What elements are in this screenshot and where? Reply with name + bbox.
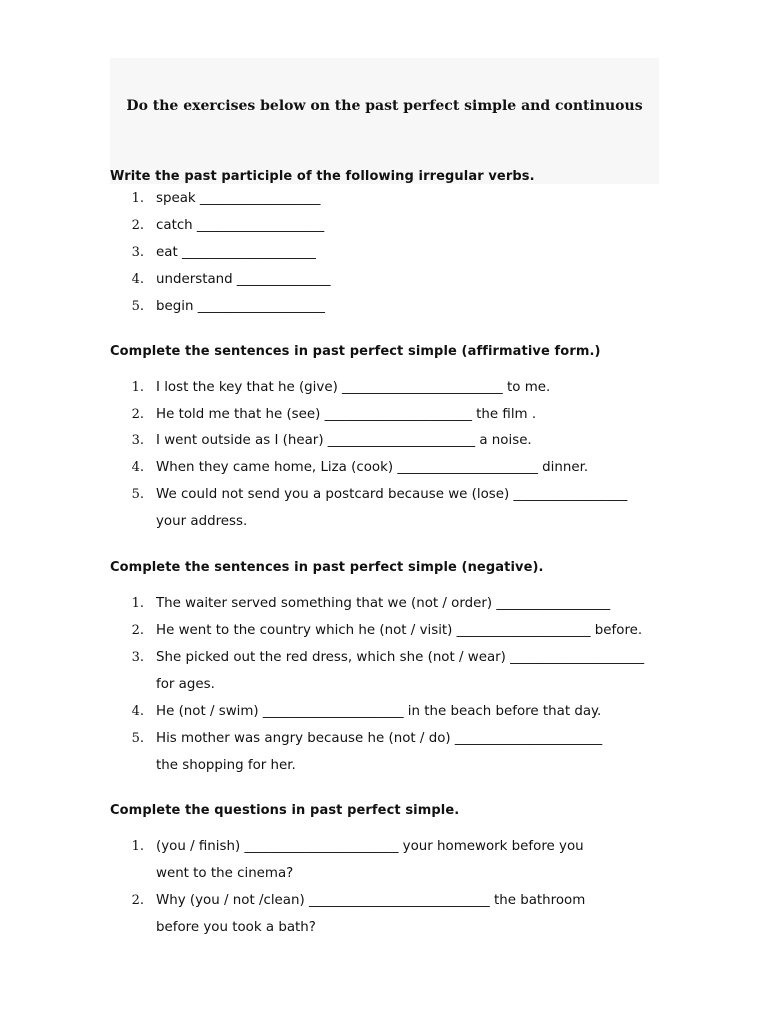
- exercise-item-text: Why (you / not /clean) ___________________________ the bathroom: [156, 893, 586, 908]
- exercise-item-text: understand ______________: [156, 272, 331, 287]
- item-number: 1.: [131, 191, 144, 206]
- item-number: 3.: [131, 433, 144, 448]
- exercise-item-text: before you took a bath?: [156, 920, 316, 935]
- exercise-item-text: I lost the key that he (give) ________________________ to me.: [156, 380, 551, 395]
- exercise-item-text: When they came home, Liza (cook) _____________________ dinner.: [156, 460, 589, 475]
- section-heading: Complete the sentences in past perfect simple (affirmative form.): [110, 344, 601, 359]
- section-heading: Complete the sentences in past perfect simple (negative).: [110, 560, 544, 575]
- exercise-item-text: for ages.: [156, 677, 215, 692]
- item-number: 5.: [131, 299, 144, 314]
- section-heading: Complete the questions in past perfect simple.: [110, 803, 460, 818]
- exercise-item-text: We could not send you a postcard because we (lose) _________________: [156, 487, 628, 502]
- exercise-item-text: speak __________________: [156, 191, 321, 206]
- title-box: [110, 58, 659, 184]
- section-heading: Write the past participle of the following irregular verbs.: [110, 169, 535, 184]
- exercise-item-text: begin ___________________: [156, 299, 325, 314]
- exercise-item-text: your address.: [156, 514, 248, 529]
- item-number: 2.: [131, 893, 144, 908]
- exercise-item-text: His mother was angry because he (not / do) ______________________: [156, 731, 603, 746]
- exercise-item-text: (you / finish) _______________________ your homework before you: [156, 839, 584, 854]
- item-number: 2.: [131, 623, 144, 638]
- exercise-item-text: I went outside as I (hear) ______________________ a noise.: [156, 433, 532, 448]
- item-number: 1.: [131, 380, 144, 395]
- exercise-item-text: He told me that he (see) ______________________ the film .: [156, 407, 537, 422]
- item-number: 3.: [131, 650, 144, 665]
- exercise-item-text: the shopping for her.: [156, 758, 296, 773]
- exercise-item-text: He (not / swim) _____________________ in the beach before that day.: [156, 704, 602, 719]
- item-number: 5.: [131, 487, 144, 502]
- item-number: 5.: [131, 731, 144, 746]
- exercise-item-text: The waiter served something that we (not / order) _________________: [156, 596, 611, 611]
- page-title: Do the exercises below on the past perfect simple and continuous: [126, 98, 643, 114]
- exercise-item-text: went to the cinema?: [156, 866, 294, 881]
- item-number: 2.: [131, 407, 144, 422]
- item-number: 2.: [131, 218, 144, 233]
- exercise-item-text: He went to the country which he (not / visit) ____________________ before.: [156, 623, 643, 638]
- item-number: 4.: [131, 704, 144, 719]
- item-number: 1.: [131, 839, 144, 854]
- item-number: 1.: [131, 596, 144, 611]
- item-number: 4.: [131, 272, 144, 287]
- exercise-item-text: eat ____________________: [156, 245, 316, 260]
- exercise-item-text: catch ___________________: [156, 218, 325, 233]
- item-number: 4.: [131, 460, 144, 475]
- item-number: 3.: [131, 245, 144, 260]
- exercise-item-text: She picked out the red dress, which she (not / wear) ____________________: [156, 650, 645, 665]
